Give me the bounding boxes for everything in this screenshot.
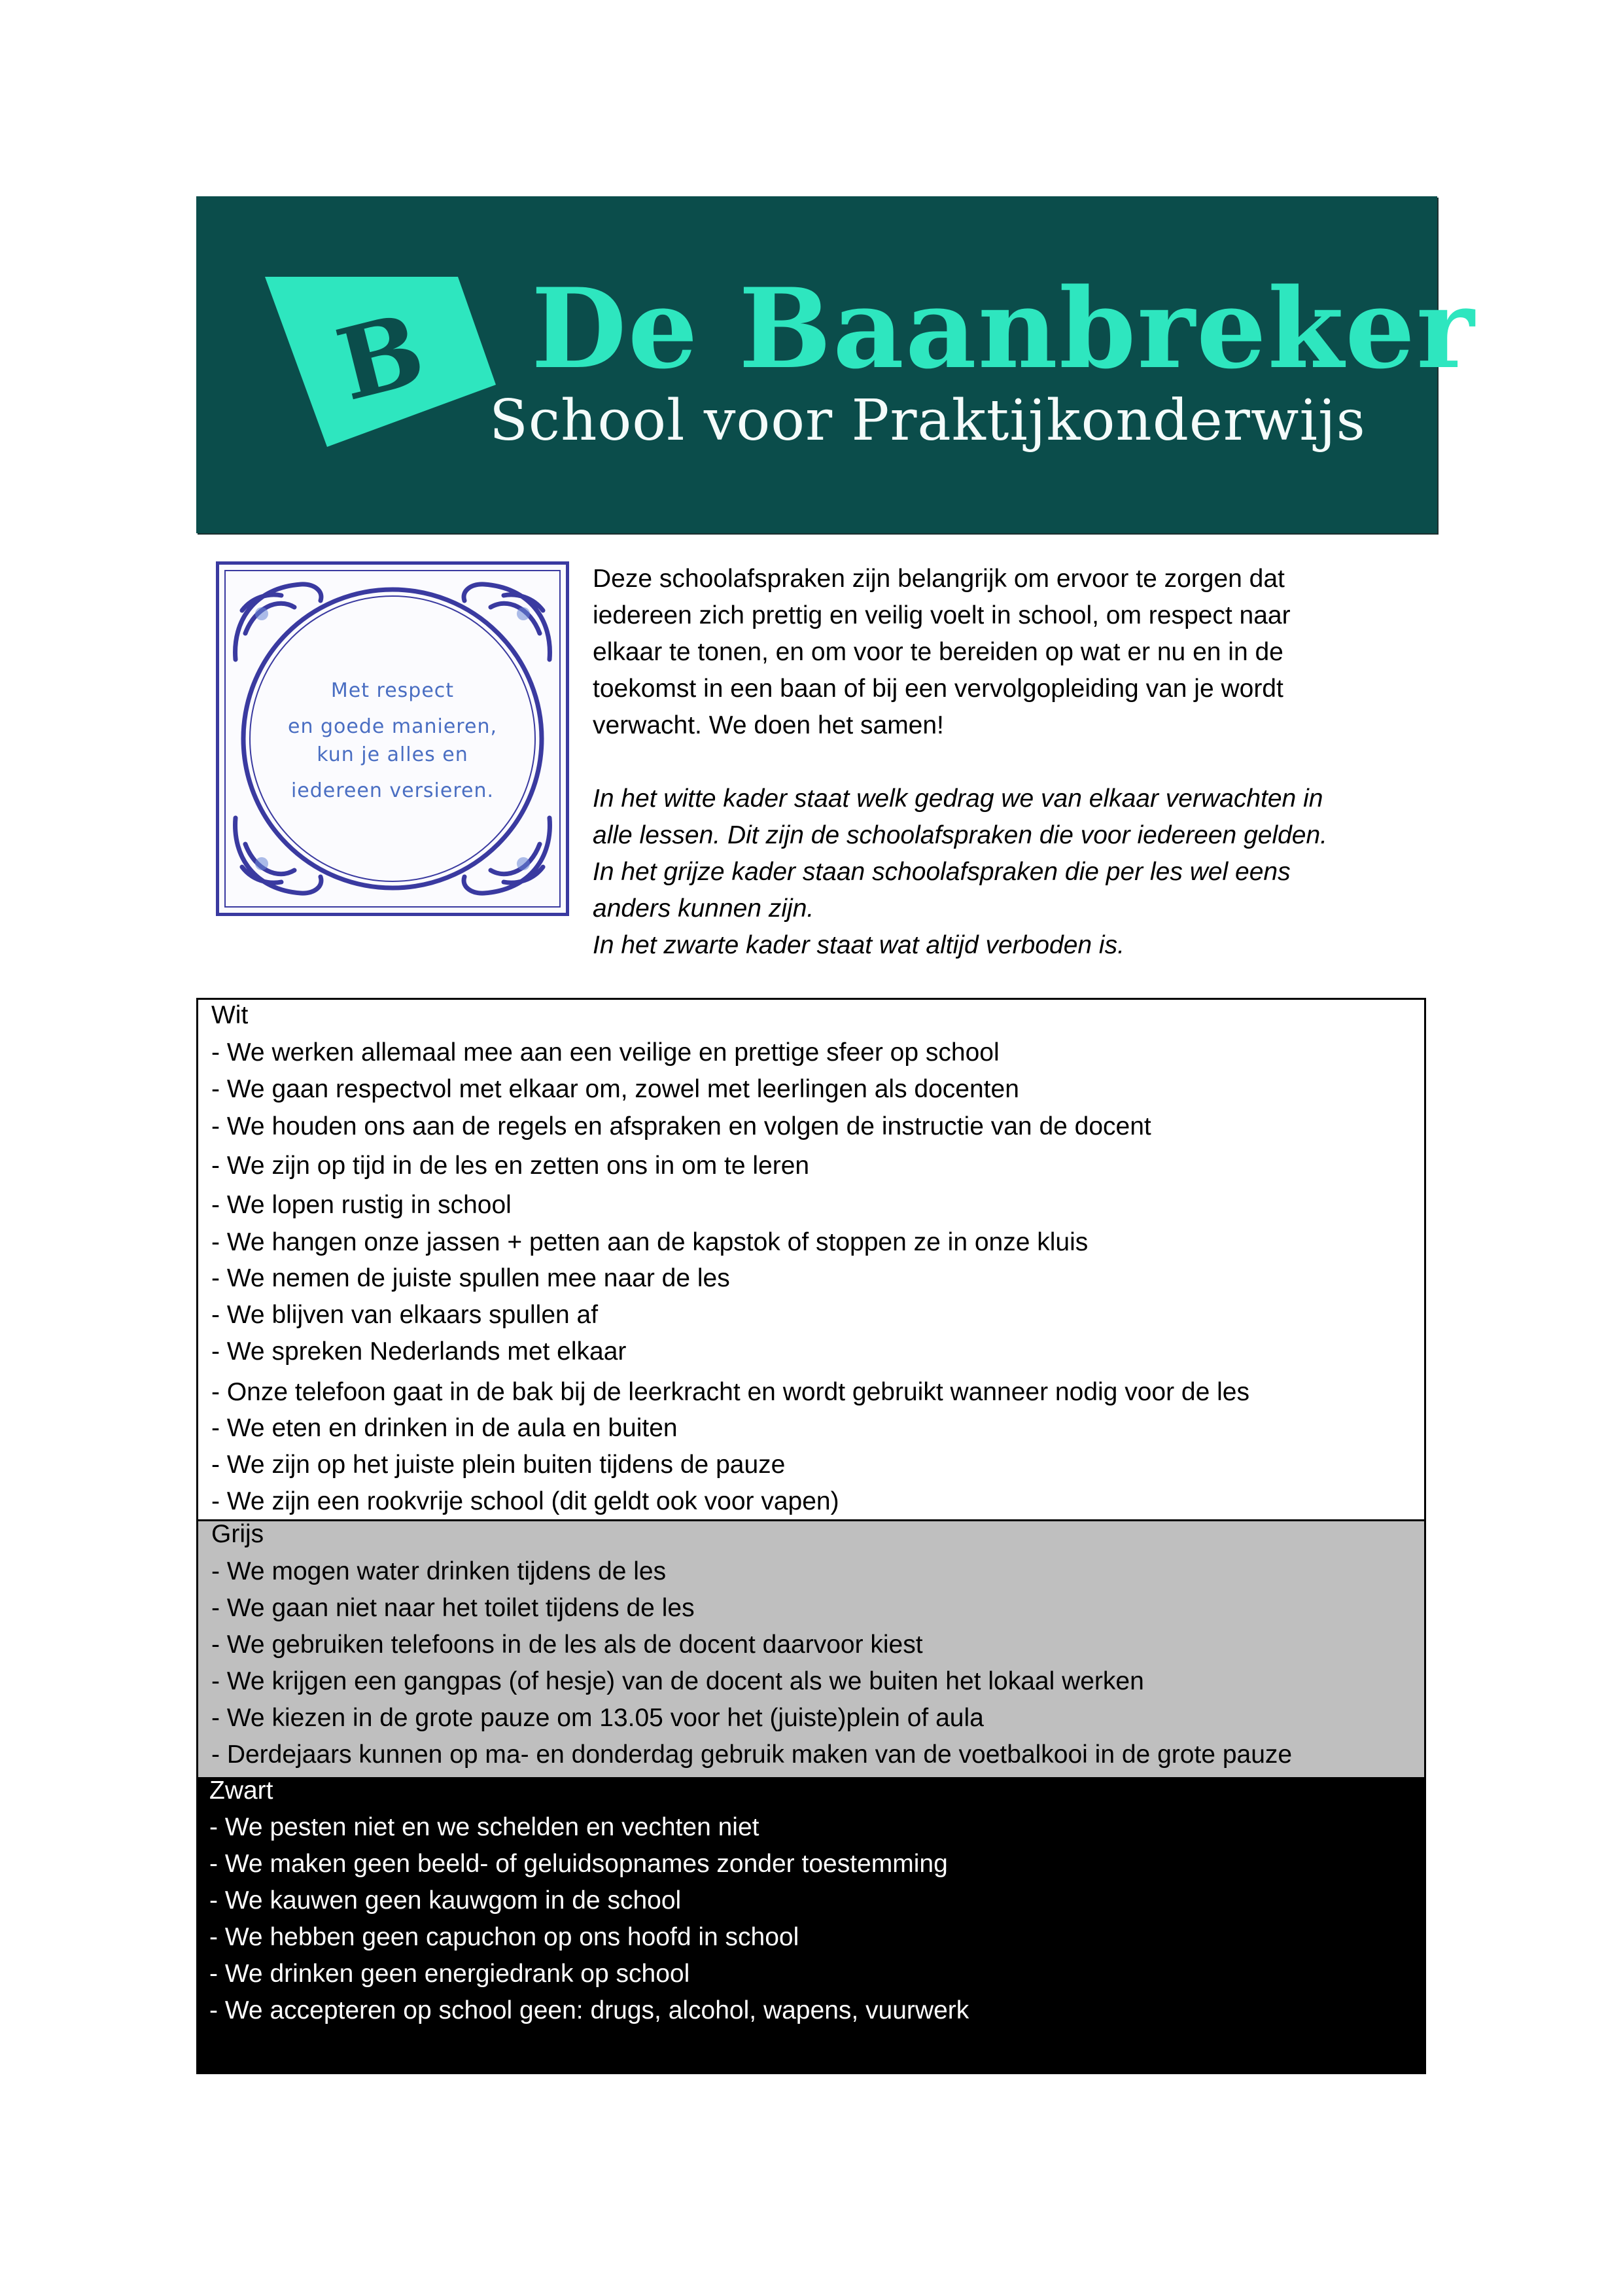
rule-item: - We eten en drinken in de aula en buiten [211, 1414, 678, 1442]
rule-item: - We gaan niet naar het toilet tijdens de les [211, 1594, 695, 1622]
legend-explanation [593, 781, 1443, 964]
rule-item: - We kiezen in de grote pauze om 13.05 voor het (juiste)plein of aula [211, 1704, 984, 1732]
rule-item: - Derdejaars kunnen op ma- en donderdag gebruik maken van de voetbalkooi in de grote pauze [211, 1740, 1293, 1769]
intro-paragraph [593, 561, 1443, 744]
school-name: De Baanbreker [531, 264, 1476, 393]
delft-tile-icon [216, 561, 569, 916]
rule-item: - We krijgen een gangpas (of hesje) van de docent als we buiten het lokaal werken [211, 1667, 1144, 1695]
legend-line: anders kunnen zijn. [593, 894, 814, 923]
rule-item: - We nemen de juiste spullen mee naar de les [211, 1264, 730, 1292]
black-rules-box [196, 1777, 1426, 2074]
rule-item: - We hangen onze jassen + petten aan de kapstok of stoppen ze in onze kluis [211, 1228, 1089, 1256]
intro-line: verwacht. We doen het samen! [593, 711, 944, 739]
rule-item: - We werken allemaal mee aan een veilige en prettige sfeer op school [211, 1038, 1000, 1067]
rule-item: - We zijn op tijd in de les en zetten ons in om te leren [211, 1152, 810, 1180]
school-banner [196, 196, 1476, 533]
legend-line: In het zwarte kader staat wat altijd verboden is. [593, 931, 1125, 959]
rule-item: - We maken geen beeld- of geluidsopnames zonder toestemming [209, 1850, 948, 1878]
rule-item: - We lopen rustig in school [211, 1191, 512, 1219]
delft-tile-image [216, 561, 569, 916]
intro-line: toekomst in een baan of bij een vervolgopleiding van je wordt [593, 675, 1283, 703]
rule-item: - We drinken geen energiedrank op school [209, 1960, 690, 1988]
section-title-black: Zwart [209, 1776, 273, 1805]
school-subtitle: School voor Praktijkonderwijs [489, 388, 1366, 453]
rule-item: - We zijn op het juiste plein buiten tijdens de pauze [211, 1451, 786, 1479]
logo-letter: B [326, 291, 435, 423]
rule-item: - We accepteren op school geen: drugs, alcohol, wapens, vuurwerk [209, 1996, 969, 2024]
rule-item: - We zijn een rookvrije school (dit geldt ook voor vapen) [211, 1487, 839, 1515]
intro-line: iedereen zich prettig en veilig voelt in school, om respect naar [593, 601, 1291, 629]
rule-item: - We blijven van elkaars spullen af [211, 1301, 599, 1329]
rule-item: - We gebruiken telefoons in de les als de docent daarvoor kiest [211, 1631, 923, 1659]
tile-quote-line: en goede manieren, [288, 715, 497, 738]
section-title-gray: Grijs [211, 1520, 264, 1548]
legend-line: alle lessen. Dit zijn de schoolafspraken die voor iedereen gelden. [593, 821, 1328, 849]
rule-item: - We mogen water drinken tijdens de les [211, 1557, 667, 1585]
tile-quote-line: Met respect [330, 679, 455, 702]
rule-item: - We spreken Nederlands met elkaar [211, 1337, 627, 1366]
tile-quote-line: kun je alles en [317, 743, 468, 766]
rule-item: - We kauwen geen kauwgom in de school [209, 1886, 682, 1915]
rule-item: - We houden ons aan de regels en afspraken en volgen de instructie van de docent [211, 1112, 1151, 1140]
rule-item: - We hebben geen capuchon op ons hoofd in school [209, 1923, 799, 1951]
intro-line: Deze schoolafspraken zijn belangrijk om ervoor te zorgen dat [593, 565, 1285, 593]
rule-item: - Onze telefoon gaat in de bak bij de leerkracht en wordt gebruikt wanneer nodig voor de les [211, 1378, 1249, 1406]
school-rules [196, 998, 1426, 2074]
section-title-white: Wit [211, 1001, 249, 1029]
legend-line: In het grijze kader staan schoolafspraken die per les wel eens [593, 858, 1291, 886]
rule-item: - We gaan respectvol met elkaar om, zowel met leerlingen als docenten [211, 1075, 1019, 1103]
intro-text [593, 561, 1443, 964]
white-rules-box [196, 998, 1426, 1521]
tile-quote-line: iedereen versieren. [290, 779, 495, 802]
intro-line: elkaar te tonen, en om voor te bereiden op wat er nu en in de [593, 638, 1283, 666]
gray-rules-box [196, 1521, 1426, 1777]
legend-line: In het witte kader staat welk gedrag we van elkaar verwachten in [593, 785, 1323, 813]
rule-item: - We pesten niet en we schelden en vechten niet [209, 1813, 759, 1841]
